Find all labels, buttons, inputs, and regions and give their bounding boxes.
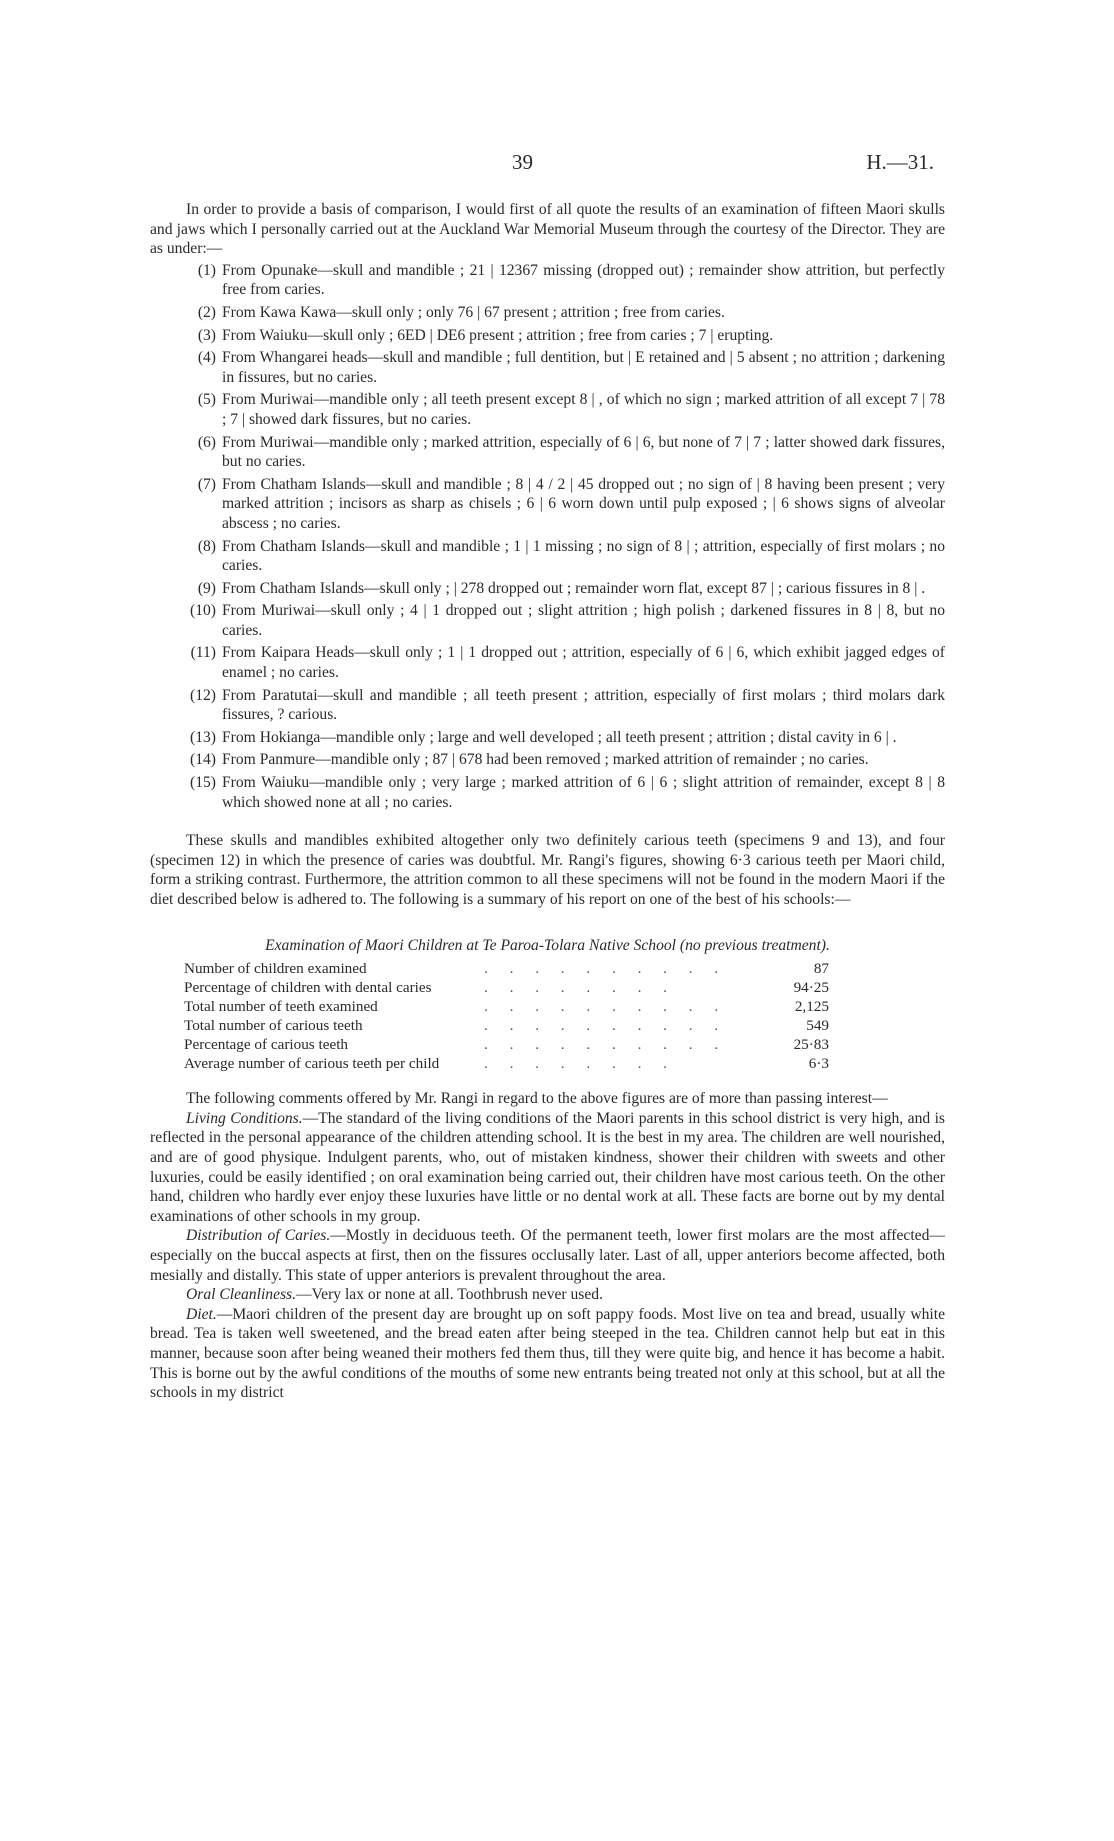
item-number: (5) bbox=[197, 391, 216, 409]
item-text: From Waiuku—skull only ; 6ED | DE6 present ; attrition ; free from caries ; 7 | erupting. bbox=[222, 326, 774, 344]
item-number: (1) bbox=[197, 261, 216, 279]
list-item bbox=[150, 643, 945, 682]
item-number: (11) bbox=[190, 644, 216, 662]
item-text: From Muriwai—skull only ; 4 | 1 dropped out ; slight attrition ; high polish ; darkened fissures in 8 | 8, but no caries. bbox=[222, 602, 945, 639]
list-item bbox=[150, 773, 945, 812]
item-number: (13) bbox=[190, 728, 216, 746]
dot-leader: . . . . . . . . bbox=[484, 1055, 676, 1073]
item-number: (12) bbox=[190, 686, 216, 704]
list-item bbox=[150, 686, 945, 725]
table-row bbox=[184, 1016, 829, 1035]
item-text: From Chatham Islands—skull only ; | 278 dropped out ; remainder worn flat, except 87 | ; carious fissures in 8 | . bbox=[222, 579, 926, 597]
list-item bbox=[150, 750, 945, 770]
comment-heading: Diet. bbox=[186, 1305, 217, 1323]
item-text: From Muriwai—mandible only ; all teeth present except 8 | , of which no sign ; marked attrition of all except 7 | 78 ; 7 | showed dark fissures, but no caries. bbox=[222, 391, 945, 428]
item-text: From Hokianga—mandible only ; large and well developed ; all teeth present ; attrition ; distal cavity in 6 | . bbox=[222, 728, 897, 746]
stat-label: Total number of carious teeth bbox=[184, 1017, 363, 1035]
list-item bbox=[150, 579, 945, 599]
item-number: (10) bbox=[190, 602, 216, 620]
list-item bbox=[150, 303, 945, 323]
list-item bbox=[150, 728, 945, 748]
intro-paragraph: In order to provide a basis of comparison, I would first of all quote the results of an examination of fifteen Maori skulls and jaws which I personally carried out at the Auckland War Memorial Museum through the courtesy of the Director. They are as under:— bbox=[150, 201, 945, 258]
item-number: (3) bbox=[197, 326, 216, 344]
item-number: (6) bbox=[197, 433, 216, 451]
dot-leader: . . . . . . . . . . bbox=[484, 998, 728, 1016]
comments-intro: The following comments offered by Mr. Rangi in regard to the above figures are of more than passing interest— bbox=[186, 1090, 888, 1108]
item-number: (8) bbox=[197, 537, 216, 555]
comment-heading: Oral Cleanliness. bbox=[186, 1286, 297, 1304]
list-item bbox=[150, 433, 945, 472]
item-text: From Muriwai—mandible only ; marked attrition, especially of 6 | 6, but none of 7 | 7 ; latter showed dark fissures, but no caries. bbox=[222, 433, 945, 471]
stat-value: 549 bbox=[806, 1017, 829, 1035]
comment-paragraph bbox=[150, 1109, 945, 1227]
table-row bbox=[184, 978, 829, 997]
item-number: (4) bbox=[197, 349, 216, 367]
item-number: (14) bbox=[190, 751, 216, 769]
list-item bbox=[150, 601, 945, 640]
dot-leader: . . . . . . . . bbox=[484, 979, 676, 997]
table-row bbox=[184, 1054, 829, 1073]
stat-label: Percentage of carious teeth bbox=[184, 1036, 349, 1054]
comment-text: —Maori children of the present day are brought up on soft pappy foods. Most live on tea and bread, usually white bread. Tea is taken well sweetened, and the bread eaten after being steeped in the tea. Children cannot help but eat in this manner, because soon after being weaned their mothers fed them thus, till they were quite big, and hence it has become a habit. This is borne out by the awful conditions of the mouths of some new entrants being treated not only at this school, but at all the schools in my district bbox=[150, 1305, 945, 1402]
item-text: From Panmure—mandible only ; 87 | 678 had been removed ; marked attrition of remainder ; no caries. bbox=[222, 751, 869, 769]
list-item bbox=[150, 390, 945, 429]
table-row bbox=[184, 959, 829, 978]
stat-label: Total number of teeth examined bbox=[184, 998, 378, 1016]
item-text: From Chatham Islands—skull and mandible ; 8 | 4 / 2 | 45 dropped out ; no sign of | 8 having been present ; very marked attrition ; incisors as sharp as chisels ; 6 | 6 worn down until pulp exposed ; | 6 shows signs of alveolar abscess ; no caries. bbox=[222, 475, 945, 532]
item-number: (2) bbox=[197, 303, 216, 321]
comment-heading: Living Conditions. bbox=[186, 1109, 303, 1127]
item-text: From Kaipara Heads—skull only ; 1 | 1 dropped out ; attrition, especially of 6 | 6, which exhibit jagged edges of enamel ; no caries. bbox=[222, 644, 945, 682]
stat-value: 87 bbox=[813, 960, 829, 978]
body-text bbox=[150, 200, 945, 1403]
comment-heading: Distribution of Caries. bbox=[186, 1227, 331, 1245]
item-text: From Waiuku—mandible only ; very large ; marked attrition of 6 | 6 ; slight attrition of remainder, except 8 | 8 which showed none at all ; no caries. bbox=[222, 774, 945, 811]
list-item bbox=[150, 348, 945, 387]
comment-paragraph bbox=[150, 1285, 945, 1305]
list-item bbox=[150, 475, 945, 534]
stat-label: Number of children examined bbox=[184, 960, 367, 978]
item-text: From Chatham Islands—skull and mandible ; 1 | 1 missing ; no sign of 8 | ; attrition, especially of first molars ; no caries. bbox=[222, 537, 945, 575]
dot-leader: . . . . . . . . . . bbox=[484, 960, 728, 978]
item-number: (9) bbox=[197, 579, 216, 597]
statistics-table bbox=[184, 959, 829, 1073]
table-row bbox=[184, 1035, 829, 1054]
dot-leader: . . . . . . . . . . bbox=[484, 1036, 728, 1054]
item-text: From Whangarei heads—skull and mandible ; full dentition, but | E retained and | 5 absent ; no attrition ; darkening in fissures, but no caries. bbox=[222, 349, 945, 386]
item-number: (7) bbox=[197, 475, 216, 493]
page-number: 39 bbox=[512, 150, 533, 174]
stat-value: 25·83 bbox=[793, 1036, 829, 1054]
stat-value: 6·3 bbox=[808, 1055, 829, 1073]
comment-paragraph bbox=[150, 1305, 945, 1403]
stat-label: Percentage of children with dental caries bbox=[184, 979, 432, 997]
table-row bbox=[184, 997, 829, 1016]
document-reference: H.—31. bbox=[866, 150, 934, 174]
comment-text: —The standard of the living conditions of the Maori parents in this school district is very high, and is reflected in the personal appearance of the children attending school. It is the best in my area. The children are well nourished, and are of good physique. Indulgent parents, who, out of mistaken kindness, shower their children with sweets and other luxuries, could be easily identified ; on oral examination being carried out, their children have most carious teeth. On the other hand, children who hardly ever enjoy these luxuries have little or no dental work at all. These facts are borne out by my dental examinations of other schools in my group. bbox=[150, 1109, 945, 1225]
stat-label: Average number of carious teeth per child bbox=[184, 1055, 440, 1073]
stat-value: 2,125 bbox=[794, 998, 829, 1016]
list-item bbox=[150, 326, 945, 346]
list-item bbox=[150, 261, 945, 300]
comment-paragraph bbox=[150, 1226, 945, 1285]
list-item bbox=[150, 537, 945, 576]
item-text: From Paratutai—skull and mandible ; all teeth present ; attrition, especially of first molars ; third molars dark fissures, ? carious. bbox=[222, 686, 945, 724]
dot-leader: . . . . . . . . . . bbox=[484, 1017, 728, 1035]
page-header bbox=[0, 150, 1114, 180]
item-text: From Opunake—skull and mandible ; 21 | 12367 missing (dropped out) ; remainder show attrition, but perfectly free from caries. bbox=[222, 261, 945, 299]
item-number: (15) bbox=[190, 774, 216, 792]
summary-paragraph: These skulls and mandibles exhibited altogether only two definitely carious teeth (specimens 9 and 13), and four (specimen 12) in which the presence of caries was doubtful. Mr. Rangi's figures, showing 6·3 carious teeth per Maori child, form a striking contrast. Furthermore, the attrition common to all these specimens will not be found in the modern Maori if the diet described below is adhered to. The following is a summary of his report on one of the best of his schools:— bbox=[150, 832, 945, 908]
item-text: From Kawa Kawa—skull only ; only 76 | 67 present ; attrition ; free from caries. bbox=[222, 303, 725, 321]
comment-text: —Mostly in deciduous teeth. Of the permanent teeth, lower first molars are the most affected—especially on the buccal aspects at first, then on the fissures occlusally later. Last of all, upper anteriors become affected, both mesially and distally. This state of upper anteriors is prevalent throughout the area. bbox=[150, 1227, 945, 1284]
specimen-list bbox=[150, 261, 945, 812]
table-caption: Examination of Maori Children at Te Paroa-Tolara Native School (no previous treatment). bbox=[265, 936, 830, 954]
stat-value: 94·25 bbox=[793, 979, 829, 997]
comment-text: —Very lax or none at all. Toothbrush never used. bbox=[296, 1286, 603, 1304]
